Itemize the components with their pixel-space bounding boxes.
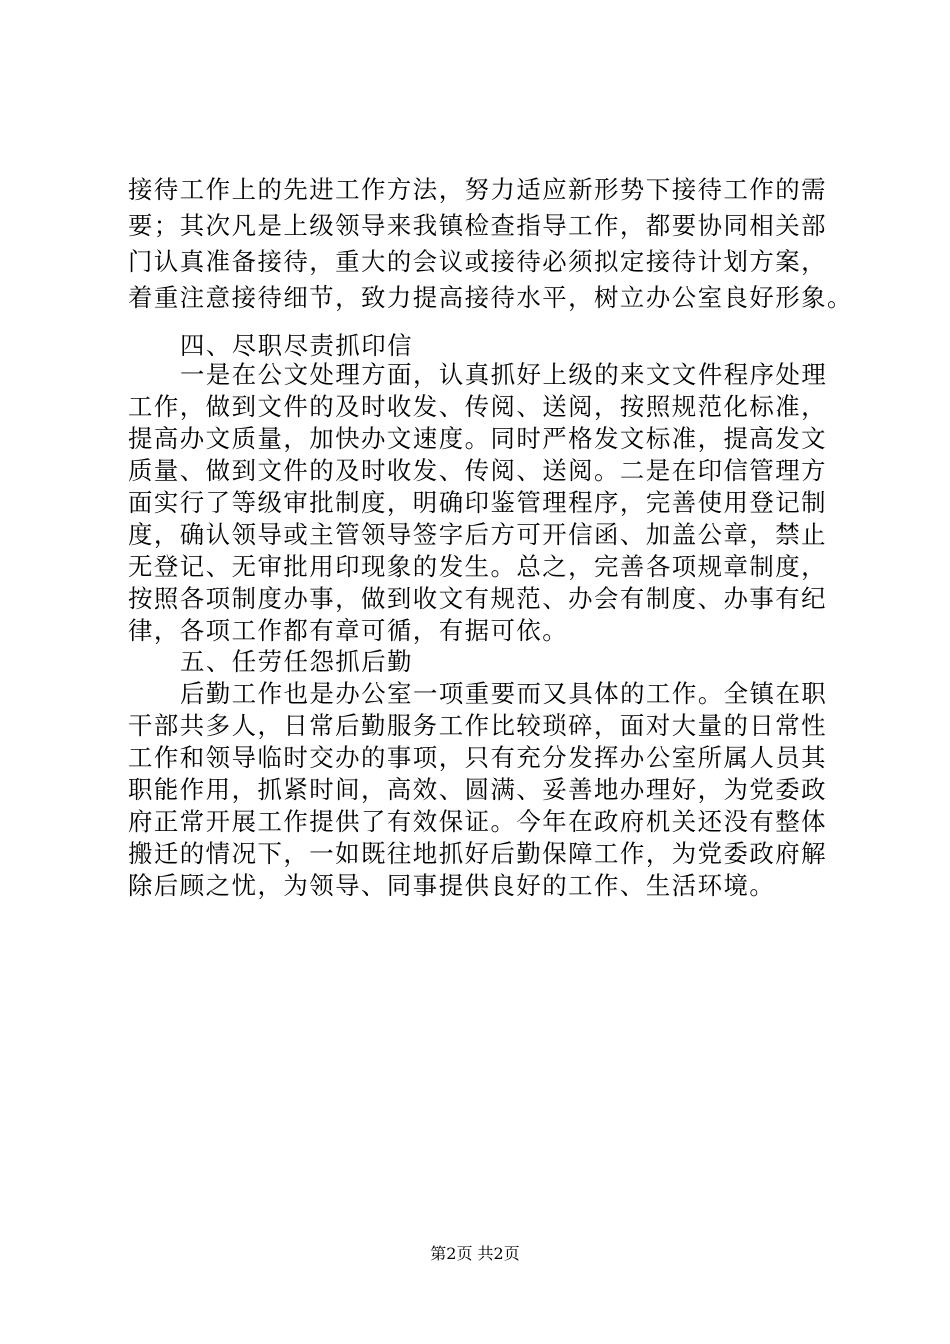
paragraph-line: 面实行了等级审批制度，明确印鉴管理程序，完善使用登记制 bbox=[128, 488, 828, 517]
paragraph-line: 着重注意接待细节，致力提高接待水平，树立办公室良好形象。 bbox=[128, 283, 853, 312]
paragraph-line: 接待工作上的先进工作方法，努力适应新形势下接待工作的需 bbox=[128, 175, 828, 204]
section-heading-4: 四、尽职尽责抓印信 bbox=[180, 331, 414, 360]
paragraph-line: 提高办文质量，加快办文速度。同时严格发文标准，提高发文 bbox=[128, 424, 828, 453]
paragraph-line: 质量、做到文件的及时收发、传阅、送阅。二是在印信管理方 bbox=[128, 456, 828, 485]
paragraph-line: 后勤工作也是办公室一项重要而又具体的工作。全镇在职 bbox=[180, 679, 828, 708]
paragraph-line: 工作和领导临时交办的事项，只有充分发挥办公室所属人员其 bbox=[128, 743, 828, 772]
paragraph-line: 除后顾之忧，为领导、同事提供良好的工作、生活环境。 bbox=[128, 871, 776, 900]
paragraph-line: 度，确认领导或主管领导签字后方可开信函、加盖公章，禁止 bbox=[128, 520, 828, 549]
page-number: 第2页 共2页 bbox=[430, 1244, 520, 1263]
paragraph-line: 干部共多人，日常后勤服务工作比较琐碎，面对大量的日常性 bbox=[128, 711, 828, 740]
paragraph-line: 搬迁的情况下，一如既往地抓好后勤保障工作，为党委政府解 bbox=[128, 839, 828, 868]
paragraph-line: 律，各项工作都有章可循，有据可依。 bbox=[128, 616, 569, 645]
paragraph-line: 要；其次凡是上级领导来我镇检查指导工作，都要协同相关部 bbox=[128, 211, 828, 240]
paragraph-line: 工作，做到文件的及时收发、传阅、送阅，按照规范化标准， bbox=[128, 392, 828, 421]
paragraph-line: 一是在公文处理方面，认真抓好上级的来文文件程序处理 bbox=[180, 360, 828, 389]
paragraph-line: 无登记、无审批用印现象的发生。总之，完善各项规章制度， bbox=[128, 552, 828, 581]
paragraph-line: 府正常开展工作提供了有效保证。今年在政府机关还没有整体 bbox=[128, 807, 828, 836]
paragraph-line: 按照各项制度办事，做到收文有规范、办会有制度、办事有纪 bbox=[128, 584, 828, 613]
paragraph-line: 门认真准备接待，重大的会议或接待必须拟定接待计划方案， bbox=[128, 247, 828, 276]
section-heading-5: 五、任劳任怨抓后勤 bbox=[180, 647, 414, 676]
paragraph-line: 职能作用，抓紧时间，高效、圆满、妥善地办理好，为党委政 bbox=[128, 775, 828, 804]
